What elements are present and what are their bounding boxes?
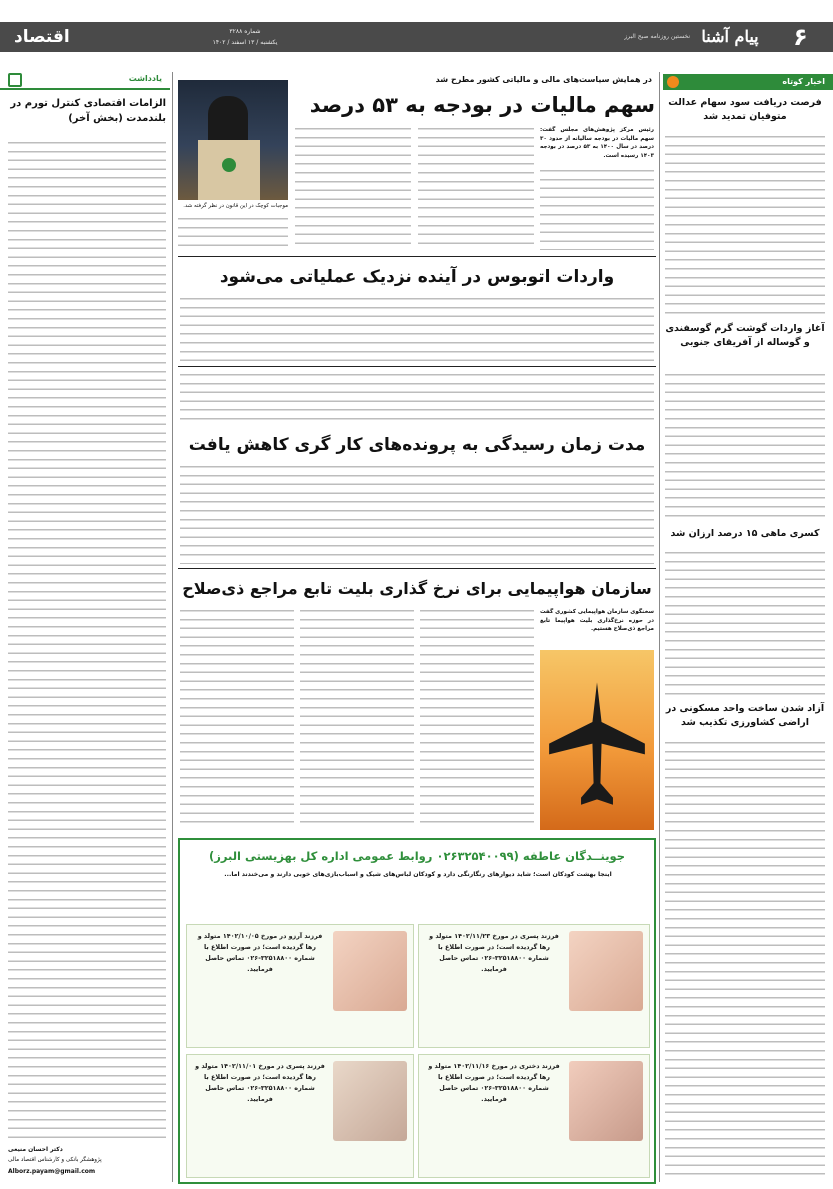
paper-logo: پیام آشنا: [701, 27, 759, 46]
main-photo: [178, 80, 288, 200]
adoption-intro: اینجا بهشت کودکان است؛ شاید دیوارهای رنگارنگی دارد و کودکان لباس‌های شیک و اسباب‌بازی‌های خوبی دارند و می‌خندند اما...: [224, 871, 612, 878]
news-brief-title: اخبار کوتاه: [782, 77, 825, 86]
brief-title-1: فرصت دریافت سود سهام عدالت متوفیان تمدید شد: [668, 97, 822, 122]
adoption-card-2: [186, 924, 414, 1048]
brief-title-3: کسری ماهی ۱۵ درصد ارزان شد: [670, 528, 820, 539]
baby-photo-3: [569, 1061, 643, 1141]
editorial-header: [0, 72, 170, 90]
brief-title-2: آغاز واردات گوشت گرم گوسفندی و گوساله از آفریقای جنوبی: [665, 323, 825, 348]
adoption-card-3: [418, 1054, 650, 1178]
issue-number: شماره ۳۲۸۸: [229, 28, 261, 35]
column-divider-right: [659, 72, 660, 1182]
baby-photo-1: [569, 931, 643, 1011]
editorial-email: Alborz.payam@gmail.com: [8, 1168, 96, 1175]
masthead: [0, 0, 833, 60]
adoption-notice: [178, 838, 656, 1184]
labor-body-top: [180, 372, 654, 426]
editorial-headline: الزامات اقتصادی کنترل تورم در بلندمدت (بخش آخر): [10, 98, 166, 124]
main-body-col-4: [178, 216, 288, 250]
aviation-body-col-2: [300, 608, 414, 830]
brief-title-4: آزاد شدن ساخت واحد مسکونی در اراضی کشاورزی تکذیب شد: [665, 703, 825, 728]
editorial-author: دکتر احسان منیعی: [8, 1146, 63, 1153]
divider-main-bus: [178, 256, 656, 257]
section-name: اقتصاد: [14, 27, 70, 47]
brief-text-1: [665, 134, 825, 174]
paper-tagline: نخستین روزنامه صبح البرز: [624, 33, 690, 40]
page-number: ۶: [793, 23, 808, 51]
brief-text-4: [665, 740, 825, 1180]
podium-logo-mark: [222, 158, 236, 172]
brief-text-2: [665, 372, 825, 522]
issue-date: یکشنبه / ۱۳ اسفند / ۱۴۰۲: [212, 39, 278, 46]
adoption-card-4: [186, 1054, 414, 1178]
divider-bus-labor: [178, 366, 656, 367]
adoption-card-text-1: فرزند پسری در مورخ ۱۴۰۲/۱۱/۲۳ متولد و رها گردیده است؛ در صورت اطلاع با شماره ۳۲۵۱۸۸۰۰-۰۲۶ تماس حاصل فرمایید.: [429, 932, 559, 973]
adoption-card-text-2: فرزند آرزو در مورخ ۱۴۰۲/۱۰/۰۵ متولد و رها گردیده است؛ در صورت اطلاع با شماره ۳۲۵۱۸۸۰۰-۰۲۶ تماس حاصل فرمایید.: [197, 932, 323, 973]
news-brief-header: [663, 74, 833, 90]
calendar-icon: [8, 73, 22, 87]
labor-headline: مدت زمان رسیدگی به پرونده‌های کار گری کاهش یافت: [188, 435, 646, 455]
main-body-col-1: [540, 168, 654, 250]
adoption-card-text-4: فرزند پسری در مورخ ۱۴۰۲/۱۱/۰۱ متولد و رها گردیده است؛ در صورت اطلاع با شماره ۳۲۵۱۸۸۰۰-۰۲۶ تماس حاصل فرمایید.: [195, 1062, 325, 1103]
main-body-col-3: [295, 126, 411, 250]
baby-photo-4: [333, 1061, 407, 1141]
main-headline: سهم مالیات در بودجه به ۵۳ درصد: [309, 93, 655, 117]
main-lead: رئیس مرکز پژوهش‌های مجلس گفت: سهم مالیات در بودجه سالیانه از حدود ۳۰ درصد در سال ۱۴۰۰ به ۵۳ درصد در بودجه ۱۴۰۳ رسیده است.: [540, 127, 654, 159]
bus-headline: واردات اتوبوس در آینده نزدیک عملیاتی می‌شود: [219, 267, 615, 287]
baby-photo-2: [333, 931, 407, 1011]
editorial-label: یادداشت: [128, 74, 162, 83]
news-brief-badge-icon: [667, 76, 679, 88]
adoption-card-text-3: فرزند دختری در مورخ ۱۴۰۲/۱۱/۱۶ متولد و رها گردیده است؛ در صورت اطلاع با شماره ۳۲۵۱۸۸۰۰-۰۲۶ تماس حاصل فرمایید.: [428, 1062, 560, 1103]
adoption-headline: جوینــدگان عاطفه (۰۲۶۳۲۵۴۰۰۹۹ روابط عمومی اداره کل بهزیستی البرز): [208, 849, 626, 863]
adoption-card-1: [418, 924, 650, 1048]
main-kicker: در همایش سیاست‌های مالی و مالیاتی کشور مطرح شد: [435, 75, 652, 84]
main-body-col-2: [418, 126, 534, 250]
brief-text-1b: [665, 178, 825, 320]
bus-body: [180, 296, 654, 362]
editorial-body: [8, 140, 166, 1140]
aviation-headline: سازمان هواپیمایی برای نرخ گذاری بلیت تابع مراجع ذی‌صلاح: [182, 579, 652, 598]
brief-text-3: [665, 550, 825, 700]
divider-labor-aviation: [178, 568, 656, 569]
airplane-icon: [540, 650, 654, 830]
editorial-author-role: پژوهشگر بانکی و کارشناس اقتصاد مالی: [8, 1157, 102, 1163]
aviation-photo-caption: سخنگوی سازمان هواپیمایی کشوری گفت در حوزه نرخ‌گذاری بلیت هواپیما تابع مراجع ذی‌صلاح هستیم.: [540, 609, 654, 633]
aviation-photo: [540, 650, 654, 830]
column-divider-left: [172, 72, 173, 1182]
main-photo-caption: موجبات کوچک در این قانون در نظر گرفته شد.: [183, 203, 288, 209]
aviation-body-col-3: [180, 608, 294, 830]
labor-body: [180, 464, 654, 564]
aviation-body-col-1: [420, 608, 534, 830]
